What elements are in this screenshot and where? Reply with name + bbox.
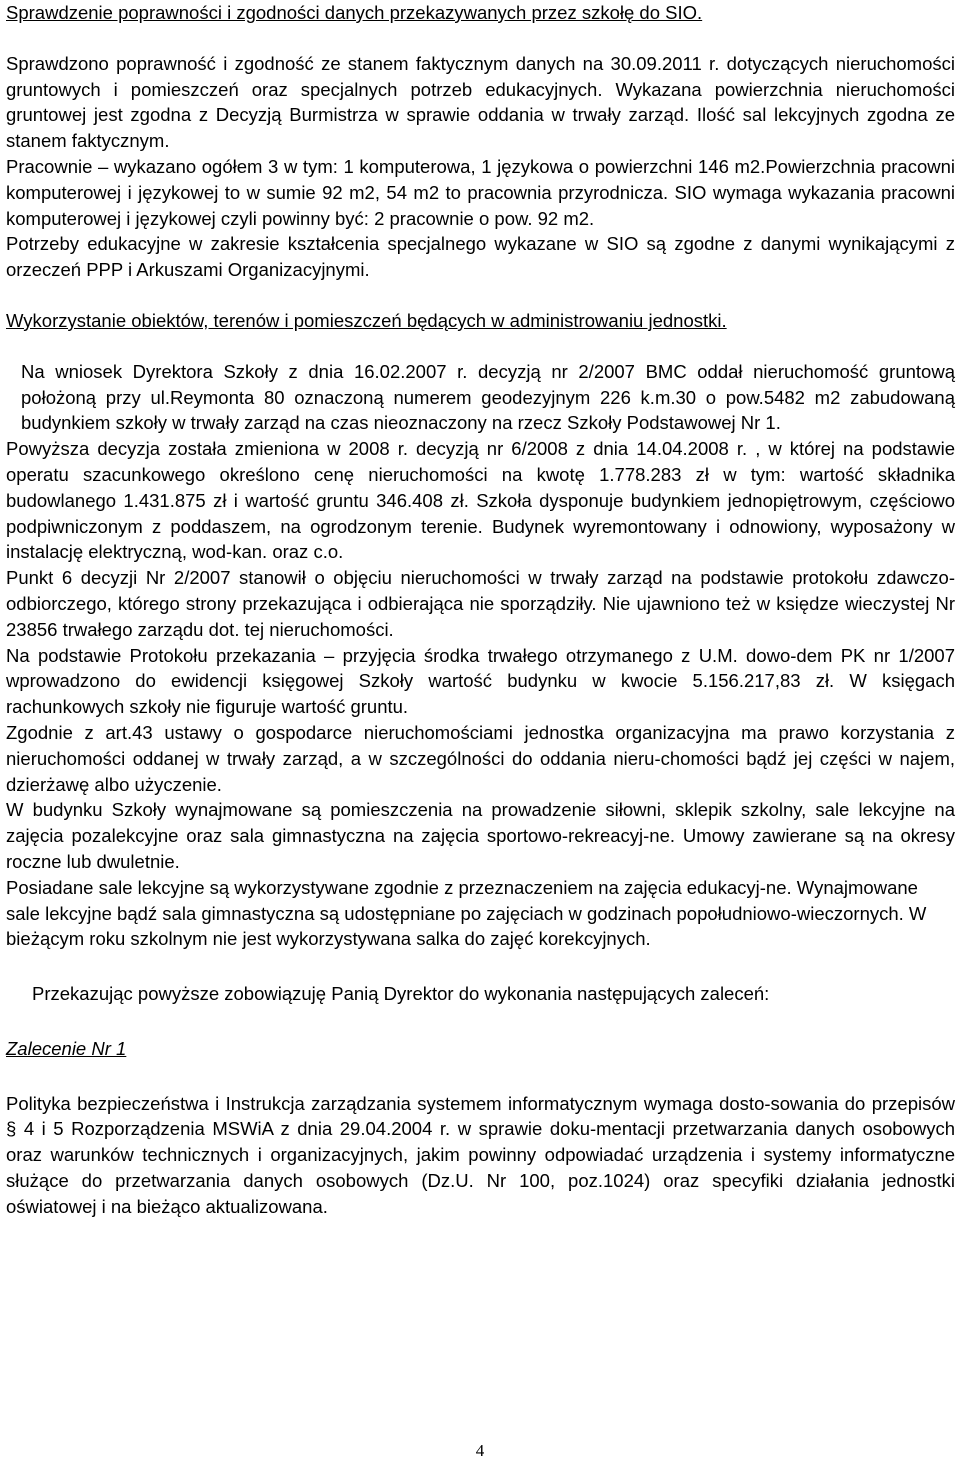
- spacer: [6, 1062, 955, 1091]
- section-title-objects: Wykorzystanie obiektów, terenów i pomieszczeń będących w administrowaniu jednostki.: [6, 309, 727, 331]
- spacer: [6, 26, 955, 51]
- spacer: [6, 1007, 955, 1036]
- spacer: [6, 283, 955, 308]
- paragraph: Na wniosek Dyrektora Szkoły z dnia 16.02.2007 r. decyzją nr 2/2007 BMC oddał nieruchomość gruntową położoną przy ul.Reymonta 80 oznaczoną numerem geodezyjnym 226 k.m.30 o pow.5482 m2 zabudowaną budynkiem szkoły w trwały zarząd na czas nieoznaczony na rzecz Szkoły Podstawowej Nr 1.: [21, 360, 955, 434]
- paragraph: W budynku Szkoły wynajmowane są pomieszczenia na prowadzenie siłowni, sklepik szkolny, sale lekcyjne na zajęcia pozalekcyjne oraz sala gimnastyczna na zajęcia sportowo-rekreacyj-ne. Umowy zawierane są na okresy roczne lub dwuletnie.: [6, 799, 955, 872]
- recommendation-title: Zalecenie Nr 1: [6, 1037, 127, 1059]
- paragraph: Punkt 6 decyzji Nr 2/2007 stanowił o objęciu nieruchomości w trwały zarząd na podstawie protokołu zdawczo-odbiorczego, którego strony przekazująca i odbierająca nie sporządziły. Nie ujawniono też w księdze wieczystej Nr 23856 trwałego zarządu dot. tej nieruchomości.: [6, 567, 955, 640]
- paragraph: Potrzeby edukacyjne w zakresie kształcenia specjalnego wykazane w SIO są zgodne z danymi wynikającymi z orzeczeń PPP i Arkuszami Organizacyjnymi.: [6, 233, 955, 281]
- document-page: [6, 0, 955, 1220]
- paragraph: Powyższa decyzja została zmieniona w 2008 r. decyzją nr 6/2008 z dnia 14.04.2008 r. , w której na podstawie operatu szacunkowego określono cenę nieruchomości na kwotę 1.778.283 zł w tym: wartość składnika budowlanego 1.431.875 zł i wartość gruntu 346.408 zł. Szkoła dysponuje budynkiem jednopiętrowym, częściowo podpiwniczonym z poddaszem, na ogrodzonym terenie. Budynek wyremontowany i odnowiony, wyposażony w instalację elektryczną, wod-kan. oraz c.o.: [6, 438, 955, 563]
- paragraph: Sprawdzono poprawność i zgodność ze stanem faktycznym danych na 30.09.2011 r. dotyczących nieruchomości gruntowych i pomieszczeń oraz specjalnych potrzeb edukacyjnych. Wykazana powierzchnia nieruchomości gruntowej jest zgodna z Decyzją Burmistrza w sprawie oddania w trwały zarząd. Ilość sal lekcyjnych zgodna ze stanem faktycznym.: [6, 52, 955, 152]
- paragraph: Posiadane sale lekcyjne są wykorzystywane zgodnie z przeznaczeniem na zajęcia edukacyj-ne. Wynajmowane sale lekcyjne bądź sala gimnastyczna są udostępniane po zajęciach w godzinach popołudniowo-wieczornych. W bieżącym roku szkolnym nie jest wykorzystywana salka do zajęć korekcyjnych.: [6, 876, 927, 950]
- recommendations-intro: Przekazując powyższe zobowiązuję Panią Dyrektor do wykonania następujących zaleceń:: [32, 983, 770, 1005]
- spacer: [6, 952, 955, 981]
- recommendation-text: Polityka bezpieczeństwa i Instrukcja zarządzania systemem informatycznym wymaga dosto-sowania do przepisów § 4 i 5 Rozporządzenia MSWiA z dnia 29.04.2004 r. w sprawie doku-mentacji przetwarzania danych osobowych oraz warunków technicznych i organizacyjnych, jakim powinny odpowiadać urządzenia i systemy informatyczne służące do przetwarzania danych osobowych (Dz.U. Nr 100, poz.1024) oraz specyfiki działania jednostki oświatowej i na bieżąco aktualizowana.: [6, 1092, 955, 1217]
- paragraph: Na podstawie Protokołu przekazania – przyjęcia środka trwałego otrzymanego z U.M. dowo-dem PK nr 1/2007 wprowadzono do ewidencji księgowej Szkoły wartość budynku w kwocie 5.156.217,83 zł. W księgach rachunkowych szkoły nie figuruje wartość gruntu.: [6, 644, 955, 718]
- paragraph: Zgodnie z art.43 ustawy o gospodarce nieruchomościami jednostka organizacyjna ma prawo korzystania z nieruchomości oddanej w trwały zarząd, a w szczególności do oddania nieru-chomości bądź jej części w najem, dzierżawę albo użyczenie.: [6, 721, 955, 795]
- section-title-sio: Sprawdzenie poprawności i zgodności danych przekazywanych przez szkołę do SIO.: [6, 2, 703, 23]
- spacer: [6, 334, 955, 359]
- paragraph: Pracownie – wykazano ogółem 3 w tym: 1 komputerowa, 1 językowa o powierzchni 146 m2.Powierzchnia pracowni komputerowej i językowej to w sumie 92 m2, 54 m2 to pracownia przyrodnicza. SIO wymaga wykazania pracowni komputerowej i językowej czyli powinny być: 2 pracownie o pow. 92 m2.: [6, 155, 955, 229]
- page-number: 4: [475, 1441, 485, 1460]
